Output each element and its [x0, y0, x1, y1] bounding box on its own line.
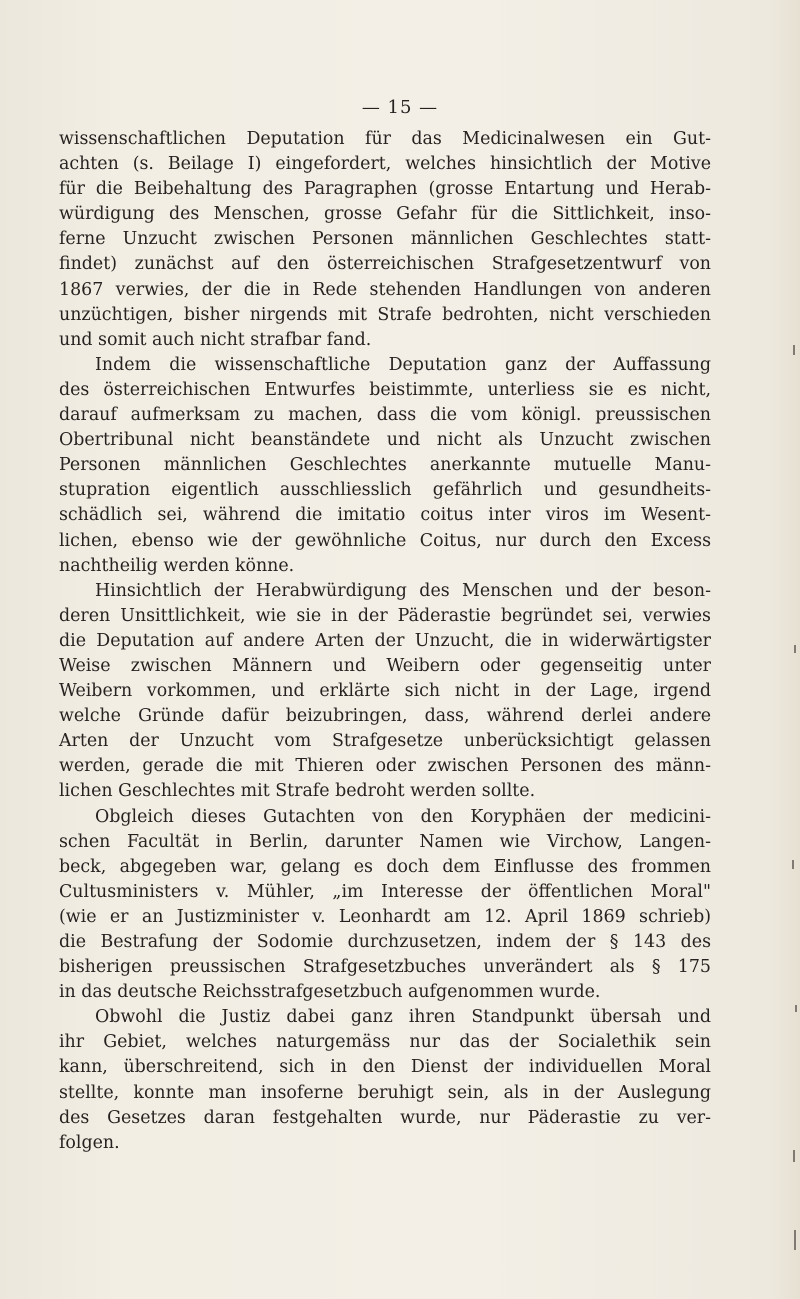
text-line: lichen Geschlechtes mit Strafe bedroht werden sollte. — [59, 781, 536, 802]
text-line: welche Gründe dafür beizubringen, dass, während derlei andere — [59, 706, 711, 727]
page-edge-mark — [794, 645, 796, 653]
text-line: kann, überschreitend, sich in den Dienst der individuellen Moral — [59, 1057, 711, 1078]
text-line: darauf aufmerksam zu machen, dass die vom königl. preussischen — [59, 405, 711, 426]
text-line: achten (s. Beilage I) eingefordert, welches hinsichtlich der Motive — [59, 154, 711, 175]
page-number: — 15 — — [361, 97, 439, 118]
text-line: wissenschaftlichen Deputation für das Medicinalwesen ein Gut- — [59, 129, 711, 149]
page-edge-mark — [794, 1230, 796, 1250]
text-line: Arten der Unzucht vom Strafgesetze unberücksichtigt gelassen — [59, 731, 711, 752]
text-line: ihr Gebiet, welches naturgemäss nur das der Socialethik sein — [59, 1032, 711, 1053]
text-line: Obgleich dieses Gutachten von den Koryphäen der medicini- — [95, 806, 711, 827]
text-line: ferne Unzucht zwischen Personen männlichen Geschlechtes statt- — [59, 229, 711, 250]
text-line: würdigung des Menschen, grosse Gefahr für die Sittlichkeit, inso- — [59, 204, 711, 225]
page-edge-mark — [795, 1005, 797, 1012]
text-line: Obertribunal nicht beanständete und nicht als Unzucht zwischen — [59, 430, 711, 451]
text-line: (wie er an Justizminister v. Leonhardt am 12. April 1869 schrieb) — [59, 906, 711, 927]
text-line: in das deutsche Reichsstrafgesetzbuch aufgenommen wurde. — [59, 982, 601, 1003]
text-line: Indem die wissenschaftliche Deputation ganz der Auffassung — [95, 354, 711, 375]
text-line: stellte, konnte man insoferne beruhigt sein, als in der Auslegung — [59, 1082, 711, 1103]
page-edge-mark — [792, 860, 794, 869]
text-line: stupration eigentlich ausschliesslich gefährlich und gesundheits- — [59, 480, 711, 501]
text-line: lichen, ebenso wie der gewöhnliche Coitus, nur durch den Excess — [59, 530, 711, 551]
text-line: bisherigen preussischen Strafgesetzbuches unverändert als § 175 — [59, 957, 711, 978]
text-line: werden, gerade die mit Thieren oder zwischen Personen des männ- — [59, 756, 711, 777]
text-line: Personen männlichen Geschlechtes anerkannte mutuelle Manu- — [59, 455, 711, 476]
text-line: Hinsichtlich der Herabwürdigung des Menschen und der beson- — [95, 580, 711, 601]
text-line: deren Unsittlichkeit, wie sie in der Päderastie begründet sei, verwies — [59, 605, 711, 626]
text-line: für die Beibehaltung des Paragraphen (grosse Entartung und Herab- — [59, 179, 711, 200]
text-line: unzüchtigen, bisher nirgends mit Strafe bedrohten, nicht verschieden — [59, 304, 711, 325]
text-line: Weibern vorkommen, und erklärte sich nicht in der Lage, irgend — [59, 681, 711, 702]
page-edge-mark — [793, 345, 795, 355]
text-line: die Bestrafung der Sodomie durchzusetzen, indem der § 143 des — [59, 932, 711, 952]
text-line: schädlich sei, während die imitatio coitus inter viros im Wesent- — [59, 505, 711, 526]
text-line: nachtheilig werden könne. — [59, 555, 295, 576]
text-line: 1867 verwies, der die in Rede stehenden Handlungen von anderen — [59, 279, 711, 300]
text-line: des österreichischen Entwurfes beistimmte, unterliess sie es nicht, — [59, 379, 711, 400]
text-line: beck, abgegeben war, gelang es doch dem Einflusse des frommen — [59, 856, 711, 877]
text-line: die Deputation auf andere Arten der Unzucht, die in widerwärtigster — [59, 630, 711, 651]
text-line: Obwohl die Justiz dabei ganz ihren Standpunkt übersah und — [95, 1007, 711, 1028]
text-line: folgen. — [59, 1132, 120, 1153]
text-line: des Gesetzes daran festgehalten wurde, nur Päderastie zu ver- — [59, 1107, 711, 1128]
body-text — [59, 127, 711, 1156]
text-line: Weise zwischen Männern und Weibern oder gegenseitig unter — [59, 655, 711, 676]
text-line: schen Facultät in Berlin, darunter Namen wie Virchow, Langen- — [59, 831, 711, 852]
text-line: findet) zunächst auf den österreichischen Strafgesetzentwurf von — [59, 254, 711, 275]
text-line: und somit auch nicht strafbar fand. — [59, 329, 372, 350]
text-line: Cultusministers v. Mühler, „im Interesse der öffentlichen Moral" — [59, 881, 711, 902]
page-edge-mark — [793, 1150, 795, 1162]
